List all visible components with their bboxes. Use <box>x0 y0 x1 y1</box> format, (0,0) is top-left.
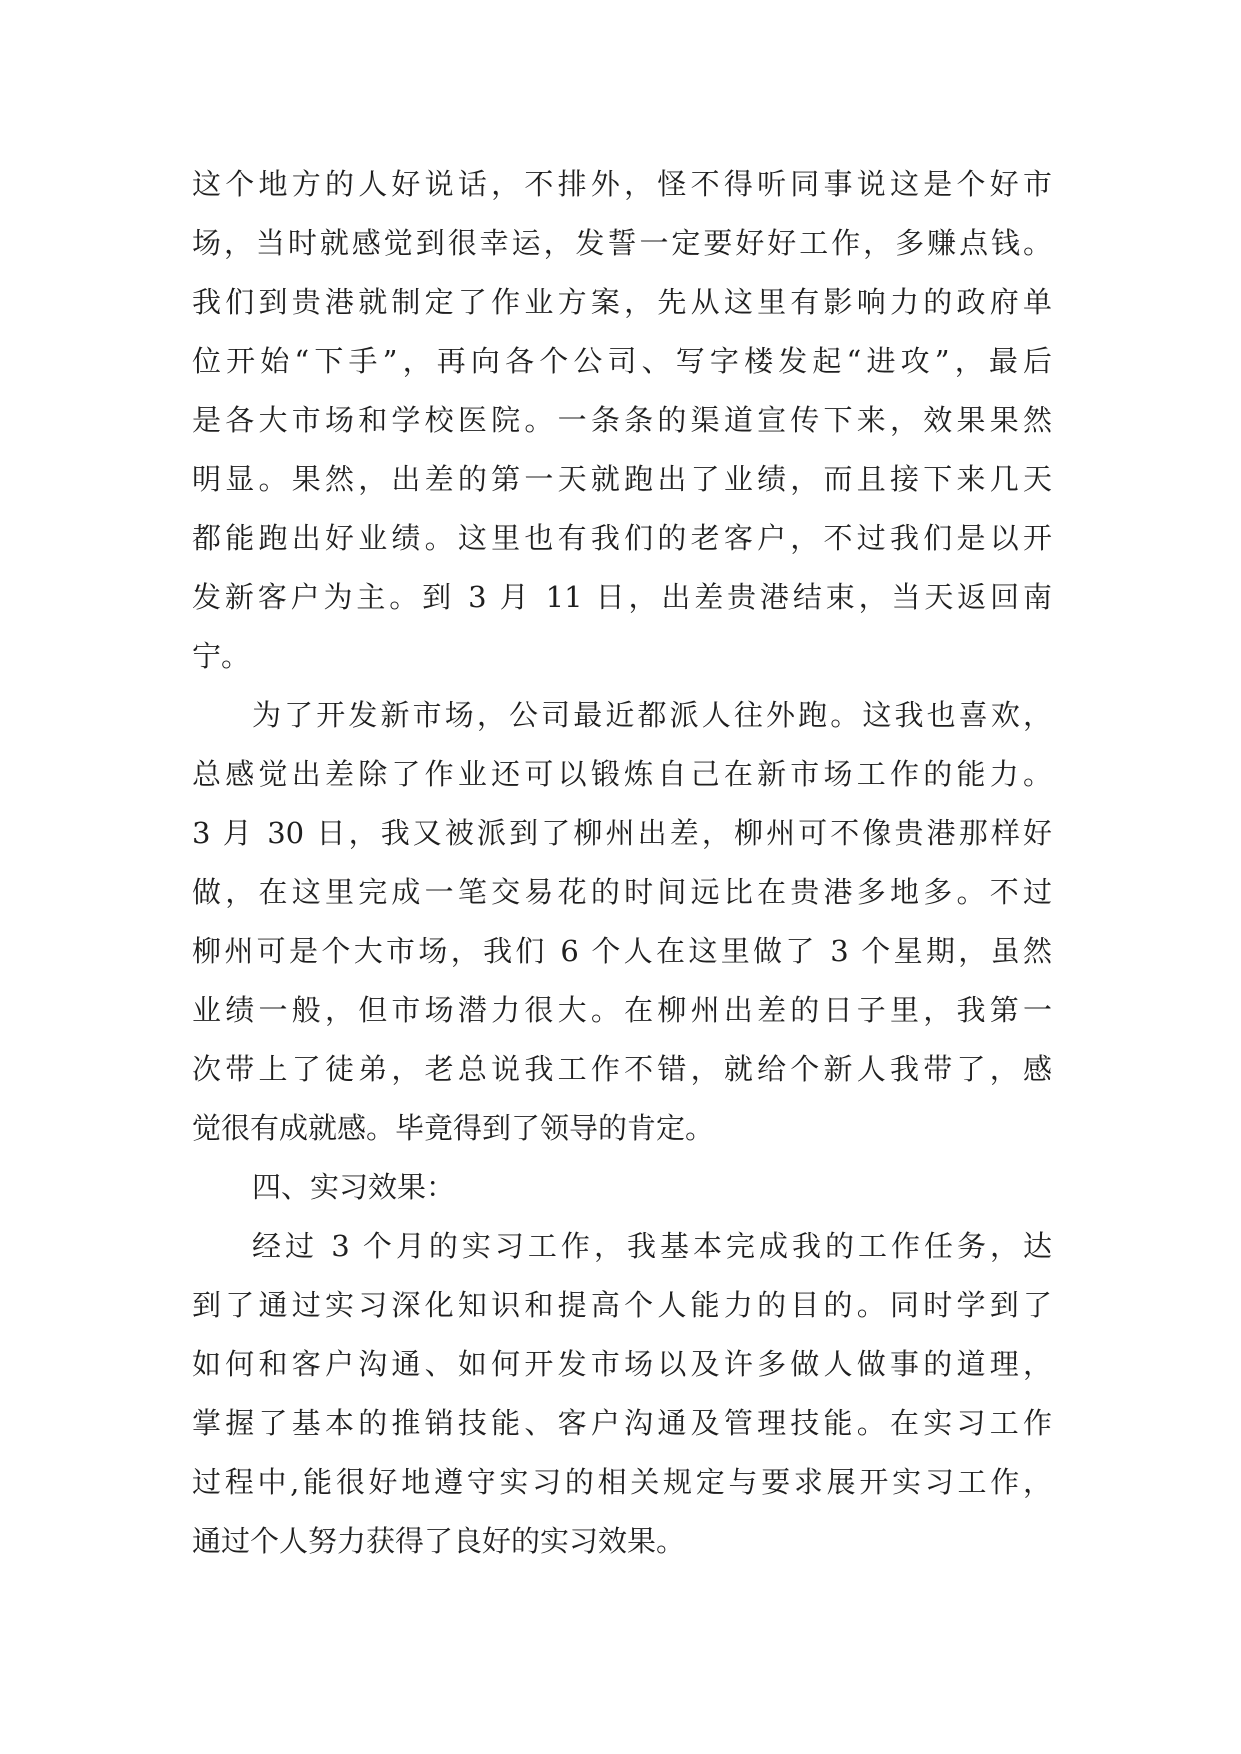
text-line: 是各大市场和学校医院。一条条的渠道宣传下来，效果果然 <box>192 403 1052 437</box>
text-line: 宁。 <box>192 639 251 673</box>
text-line: 我们到贵港就制定了作业方案，先从这里有影响力的政府单 <box>192 285 1052 319</box>
text-line: 总感觉出差除了作业还可以锻炼自己在新市场工作的能力。 <box>192 757 1052 791</box>
text-line: 到了通过实习深化知识和提高个人能力的目的。同时学到了 <box>192 1288 1052 1322</box>
text-line: 都能跑出好业绩。这里也有我们的老客户，不过我们是以开 <box>192 521 1052 555</box>
text-line: 发新客户为主。到 3 月 11 日，出差贵港结束，当天返回南 <box>192 580 1052 614</box>
text-line: 明显。果然，出差的第一天就跑出了业绩，而且接下来几天 <box>192 462 1052 496</box>
paragraph-liuzhou-trip <box>192 686 1052 1158</box>
section-heading-internship-results <box>192 1158 1052 1217</box>
text-line: 位开始“下手”，再向各个公司、写字楼发起“进攻”，最后 <box>192 344 1052 378</box>
text-line: 通过个人努力获得了良好的实习效果。 <box>192 1524 686 1558</box>
text-line: 觉很有成就感。毕竟得到了领导的肯定。 <box>192 1111 715 1145</box>
document-body <box>192 155 1052 1571</box>
text-line: 柳州可是个大市场，我们 6 个人在这里做了 3 个星期，虽然 <box>192 934 1052 968</box>
text-line: 场，当时就感觉到很幸运，发誓一定要好好工作，多赚点钱。 <box>192 226 1052 260</box>
text-line: 经过 3 个月的实习工作，我基本完成我的工作任务，达 <box>252 1229 1052 1263</box>
text-line: 掌握了基本的推销技能、客户沟通及管理技能。在实习工作 <box>192 1406 1052 1440</box>
paragraph-guigang-trip <box>192 155 1052 686</box>
text-line: 过程中,能很好地遵守实习的相关规定与要求展开实习工作， <box>192 1465 1052 1499</box>
text-line: 如何和客户沟通、如何开发市场以及许多做人做事的道理， <box>192 1347 1052 1381</box>
text-line: 这个地方的人好说话，不排外，怪不得听同事说这是个好市 <box>192 167 1052 201</box>
text-line: 做，在这里完成一笔交易花的时间远比在贵港多地多。不过 <box>192 875 1052 909</box>
section-heading: 四、实习效果： <box>252 1170 456 1204</box>
text-line: 次带上了徒弟，老总说我工作不错，就给个新人我带了，感 <box>192 1052 1052 1086</box>
paragraph-internship-results <box>192 1217 1052 1571</box>
text-line: 业绩一般，但市场潜力很大。在柳州出差的日子里，我第一 <box>192 993 1052 1027</box>
text-line: 为了开发新市场，公司最近都派人往外跑。这我也喜欢， <box>252 698 1052 732</box>
text-line: 3 月 30 日，我又被派到了柳州出差，柳州可不像贵港那样好 <box>192 816 1052 850</box>
